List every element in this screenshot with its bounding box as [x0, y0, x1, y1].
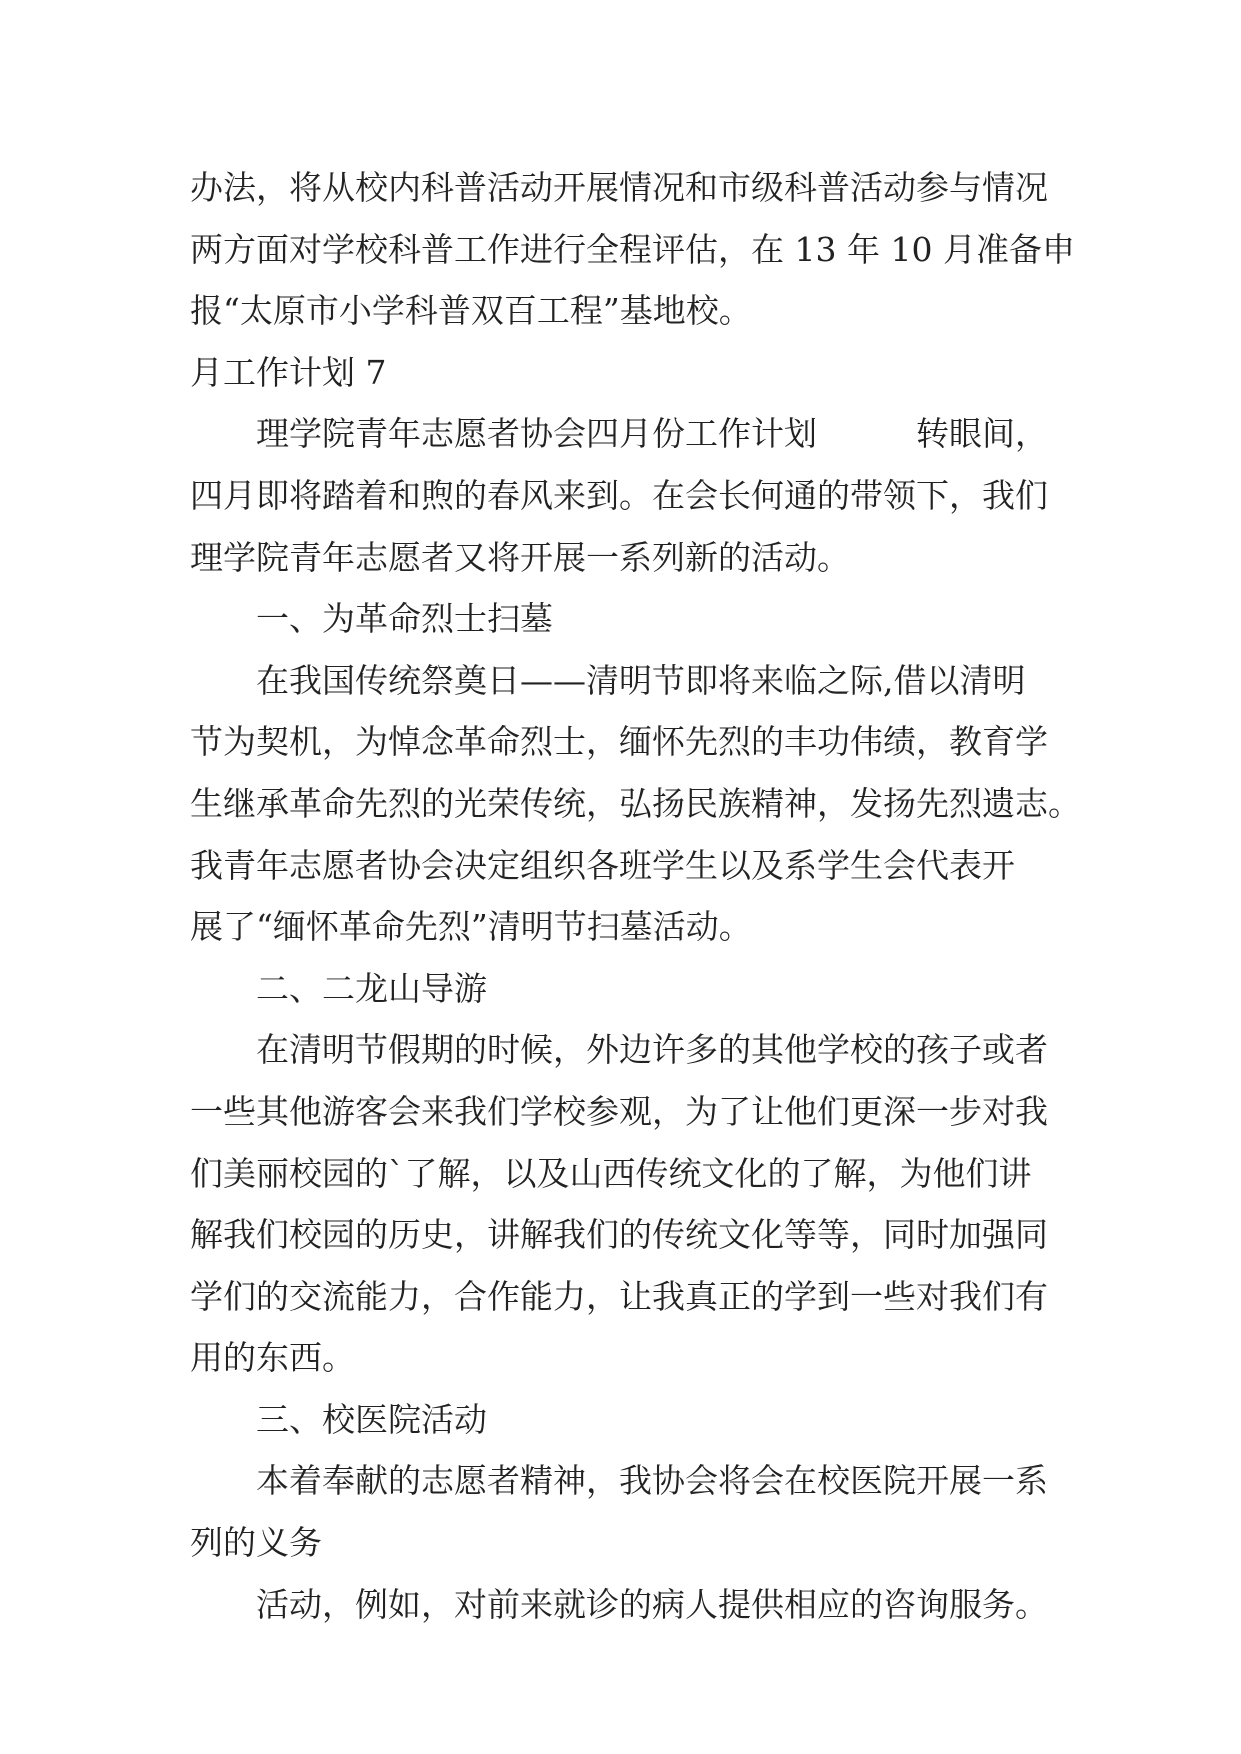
text-line: 节为契机，为悼念革命烈士，缅怀先烈的丰功伟绩，教育学: [190, 722, 1048, 762]
text-line: 列的义务: [190, 1523, 322, 1563]
text-line: 用的东西。: [190, 1338, 355, 1378]
section-title: 月工作计划 7: [190, 352, 387, 392]
text-line: 活动，例如，对前来就诊的病人提供相应的咨询服务。: [256, 1584, 1048, 1624]
text-line: 一些其他游客会来我们学校参观，为了让他们更深一步对我: [190, 1091, 1048, 1131]
text-line: 四月即将踏着和煦的春风来到。在会长何通的带领下，我们: [190, 475, 1048, 515]
text-line: 展了“缅怀革命先烈”清明节扫墓活动。: [190, 907, 752, 947]
heading-line: 一、为革命烈士扫墓: [256, 599, 553, 639]
text-line: 理学院青年志愿者又将开展一系列新的活动。: [190, 537, 850, 577]
text-line: 学们的交流能力，合作能力，让我真正的学到一些对我们有: [190, 1276, 1048, 1316]
text-line: 理学院青年志愿者协会四月份工作计划 转眼间，: [256, 414, 1048, 454]
heading-line: 三、校医院活动: [256, 1399, 487, 1439]
text-line: 我青年志愿者协会决定组织各班学生以及系学生会代表开: [190, 845, 1015, 885]
text-line: 报“太原市小学科普双百工程”基地校。: [190, 291, 752, 331]
heading-line: 二、二龙山导游: [256, 968, 487, 1008]
text-line: 在我国传统祭奠日——清明节即将来临之际,借以清明: [256, 660, 1026, 700]
text-line: 生继承革命先烈的光荣传统，弘扬民族精神，发扬先烈遗志。: [190, 783, 1081, 823]
text-line: 本着奉献的志愿者精神，我协会将会在校医院开展一系: [256, 1461, 1048, 1501]
text-line: 两方面对学校科普工作进行全程评估，在 13 年 10 月准备申: [190, 229, 1075, 269]
text-line: 办法，将从校内科普活动开展情况和市级科普活动参与情况: [190, 168, 1048, 207]
document-body: [190, 157, 1081, 1635]
text-line: 在清明节假期的时候，外边许多的其他学校的孩子或者: [256, 1030, 1048, 1070]
text-line: 解我们校园的历史，讲解我们的传统文化等等，同时加强同: [190, 1215, 1048, 1255]
text-line: 们美丽校园的`了解，以及山西传统文化的了解，为他们讲: [190, 1153, 1032, 1193]
